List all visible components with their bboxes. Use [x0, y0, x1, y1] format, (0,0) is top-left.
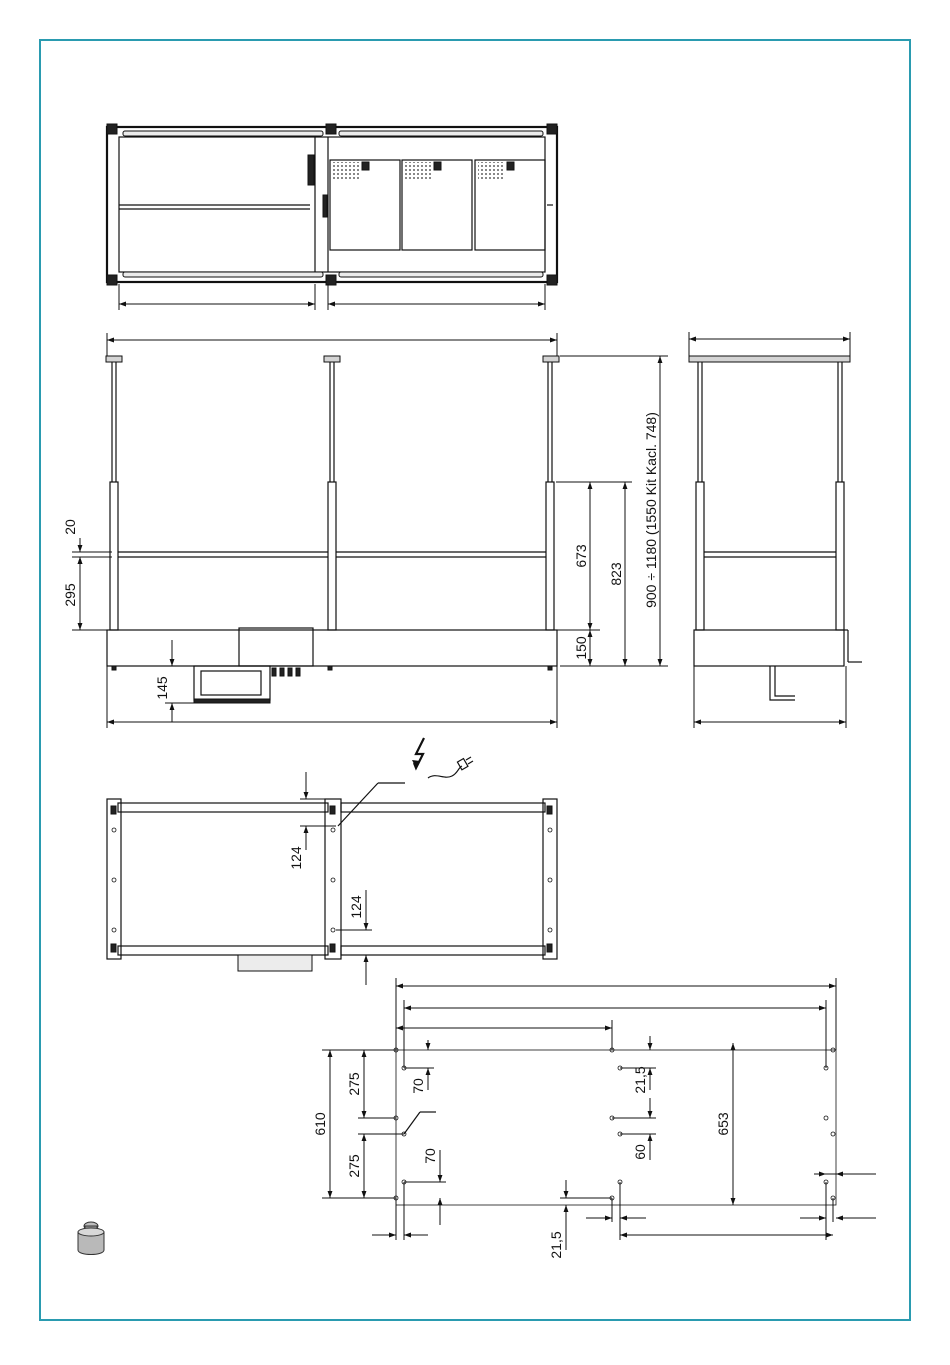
floor-view	[107, 772, 557, 985]
fixing-plan	[312, 978, 876, 1259]
dim-21-5-top: 21,5	[632, 1066, 648, 1094]
dim-275-top: 275	[346, 1072, 362, 1096]
power-plug-icon	[428, 757, 473, 778]
dim-150: 150	[573, 636, 589, 660]
dim-124-left: 124	[288, 846, 304, 870]
dim-653: 653	[715, 1112, 731, 1136]
dim-70-top: 70	[410, 1078, 426, 1094]
dim-20: 20	[62, 519, 78, 535]
dim-610: 610	[312, 1112, 328, 1136]
dim-70-bottom: 70	[422, 1148, 438, 1164]
top-view	[107, 124, 557, 310]
front-view	[62, 333, 668, 728]
dim-275-bottom: 275	[346, 1154, 362, 1178]
electric-bolt-icon	[412, 738, 424, 768]
dim-145: 145	[154, 676, 170, 700]
dim-60: 60	[632, 1144, 648, 1160]
dim-21-5-bottom: 21,5	[548, 1231, 564, 1259]
weight-icon	[78, 1222, 104, 1255]
dim-124-right: 124	[348, 895, 364, 919]
dim-823: 823	[608, 562, 624, 586]
dim-295: 295	[62, 583, 78, 607]
side-view	[689, 332, 862, 728]
dim-height-range: 900 ÷ 1180 (1550 Kit Kacl. 748)	[643, 412, 659, 608]
dim-673: 673	[573, 544, 589, 568]
